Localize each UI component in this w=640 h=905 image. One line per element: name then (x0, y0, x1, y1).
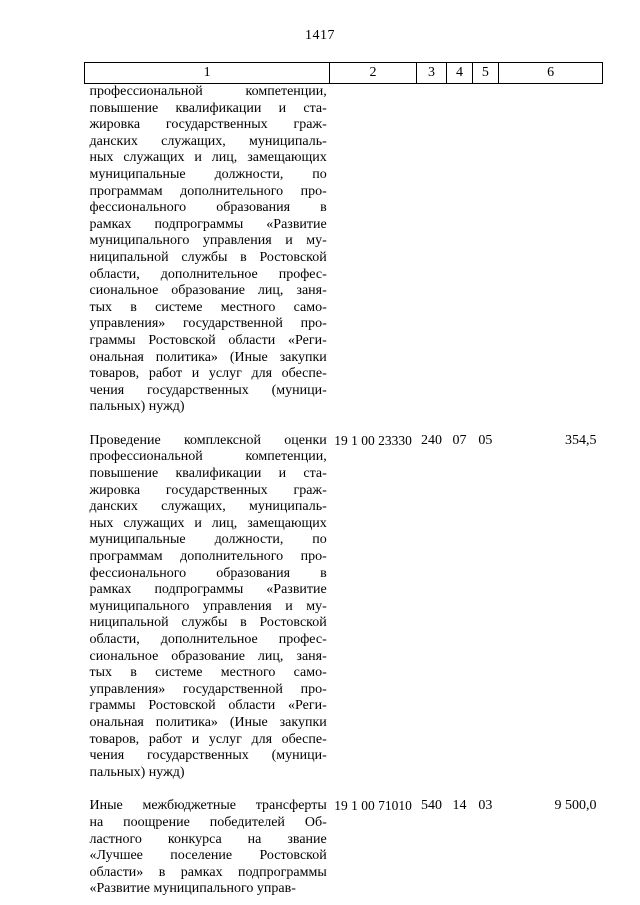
description-line: «Лучшее поселение Ростовской (89, 848, 327, 864)
description-line: фессионального образования в (89, 200, 327, 216)
row-subsection: 05 (478, 432, 493, 448)
row-description (85, 433, 330, 781)
description-line: программам дополнительного про- (89, 183, 327, 199)
description-line: данских служащих, муниципаль- (89, 133, 327, 149)
table-row (85, 798, 603, 898)
description-line: ональная политика» (Иные закупки (89, 349, 327, 365)
description-line: пальных) нужд) (89, 764, 185, 780)
description-line: области» в рамках подпрограммы (89, 864, 327, 880)
row-expense-type (416, 84, 447, 416)
description-line: товаров, работ и услуг для обеспе- (89, 366, 327, 382)
description-line: рамках подпрограммы «Развитие (89, 582, 327, 598)
column-header-2: 2 (330, 63, 417, 84)
description-line: тых в системе местного само- (89, 299, 327, 315)
row-description (85, 84, 330, 416)
description-line: муниципального управления и му- (89, 598, 327, 614)
description-line: граммы Ростовской области «Реги- (89, 698, 327, 714)
description-line: фессионального образования в (89, 565, 327, 581)
description-line: чения государственных (муници- (89, 748, 327, 764)
description-line: муниципальные должности, по (89, 166, 327, 182)
description-line: жировка государственных граж- (89, 117, 327, 133)
table-header-row (85, 63, 603, 84)
description-line: сиональное образование лиц, заня- (89, 648, 327, 664)
description-line: муниципальные должности, по (89, 532, 327, 548)
row-expense-type: 540 (421, 798, 442, 814)
row-section: 07 (452, 432, 467, 448)
row-section: 14 (452, 798, 467, 814)
description-line: Проведение комплексной оценки (89, 432, 327, 448)
description-line: области, дополнительное профес- (89, 266, 327, 282)
row-subsection: 03 (478, 798, 493, 814)
description-line: повышение квалификации и ста- (89, 466, 327, 482)
row-spacer (85, 416, 603, 433)
row-description (85, 798, 330, 898)
row-amount (499, 84, 603, 416)
row-subsection (472, 84, 498, 416)
description-line: товаров, работ и услуг для обеспе- (89, 731, 327, 747)
row-section (447, 84, 472, 416)
description-line: области, дополнительное профес- (89, 632, 327, 647)
table-body (85, 84, 603, 898)
description-line: тых в системе местного само- (89, 665, 327, 681)
description-line: ластного конкурса на звание (89, 831, 327, 847)
description-line: чения государственных (муници- (89, 382, 327, 398)
description-line: «Развитие муниципального управ- (89, 881, 296, 897)
row-code (330, 84, 417, 416)
description-line: ниципальной службы в Ростовской (89, 249, 327, 265)
row-expense-type: 240 (421, 432, 442, 448)
description-line: граммы Ростовской области «Реги- (89, 332, 327, 348)
row-amount: 9 500,0 (554, 798, 597, 814)
row-code: 19 1 00 71010 (334, 798, 412, 814)
description-line: ных служащих и лиц, замещающих (89, 150, 327, 166)
description-line: Иные межбюджетные трансферты (89, 798, 327, 814)
description-line: данских служащих, муниципаль- (89, 499, 327, 515)
description-line: управления» государственной про- (89, 316, 327, 332)
column-header-1: 1 (85, 63, 330, 84)
column-header-5: 5 (472, 63, 498, 84)
description-line: повышение квалификации и ста- (89, 100, 327, 116)
column-header-4: 4 (447, 63, 472, 84)
description-line: пальных) нужд) (89, 399, 185, 415)
description-line: профессиональной компетенции, (89, 84, 327, 99)
row-amount: 354,5 (565, 432, 597, 448)
description-line: рамках подпрограммы «Развитие (89, 216, 327, 232)
description-line: сиональное образование лиц, заня- (89, 283, 327, 299)
row-code: 19 1 00 23330 (334, 432, 412, 448)
description-line: ных служащих и лиц, замещающих (89, 515, 327, 531)
row-spacer (85, 781, 603, 798)
description-line: ональная политика» (Иные закупки (89, 714, 327, 730)
column-header-3: 3 (416, 63, 447, 84)
page-number: 1417 (305, 28, 335, 43)
description-line: на поощрение победителей Об- (89, 814, 327, 830)
description-line: управления» государственной про- (89, 681, 327, 697)
description-line: муниципального управления и му- (89, 233, 327, 249)
description-line: жировка государственных граж- (89, 482, 327, 498)
table-row (85, 433, 603, 781)
description-line: профессиональной компетенции, (89, 449, 327, 465)
description-line: программам дополнительного про- (89, 549, 327, 565)
budget-table (84, 62, 603, 898)
description-line: ниципальной службы в Ростовской (89, 615, 327, 631)
column-header-6: 6 (499, 63, 603, 84)
table-row (85, 84, 603, 416)
